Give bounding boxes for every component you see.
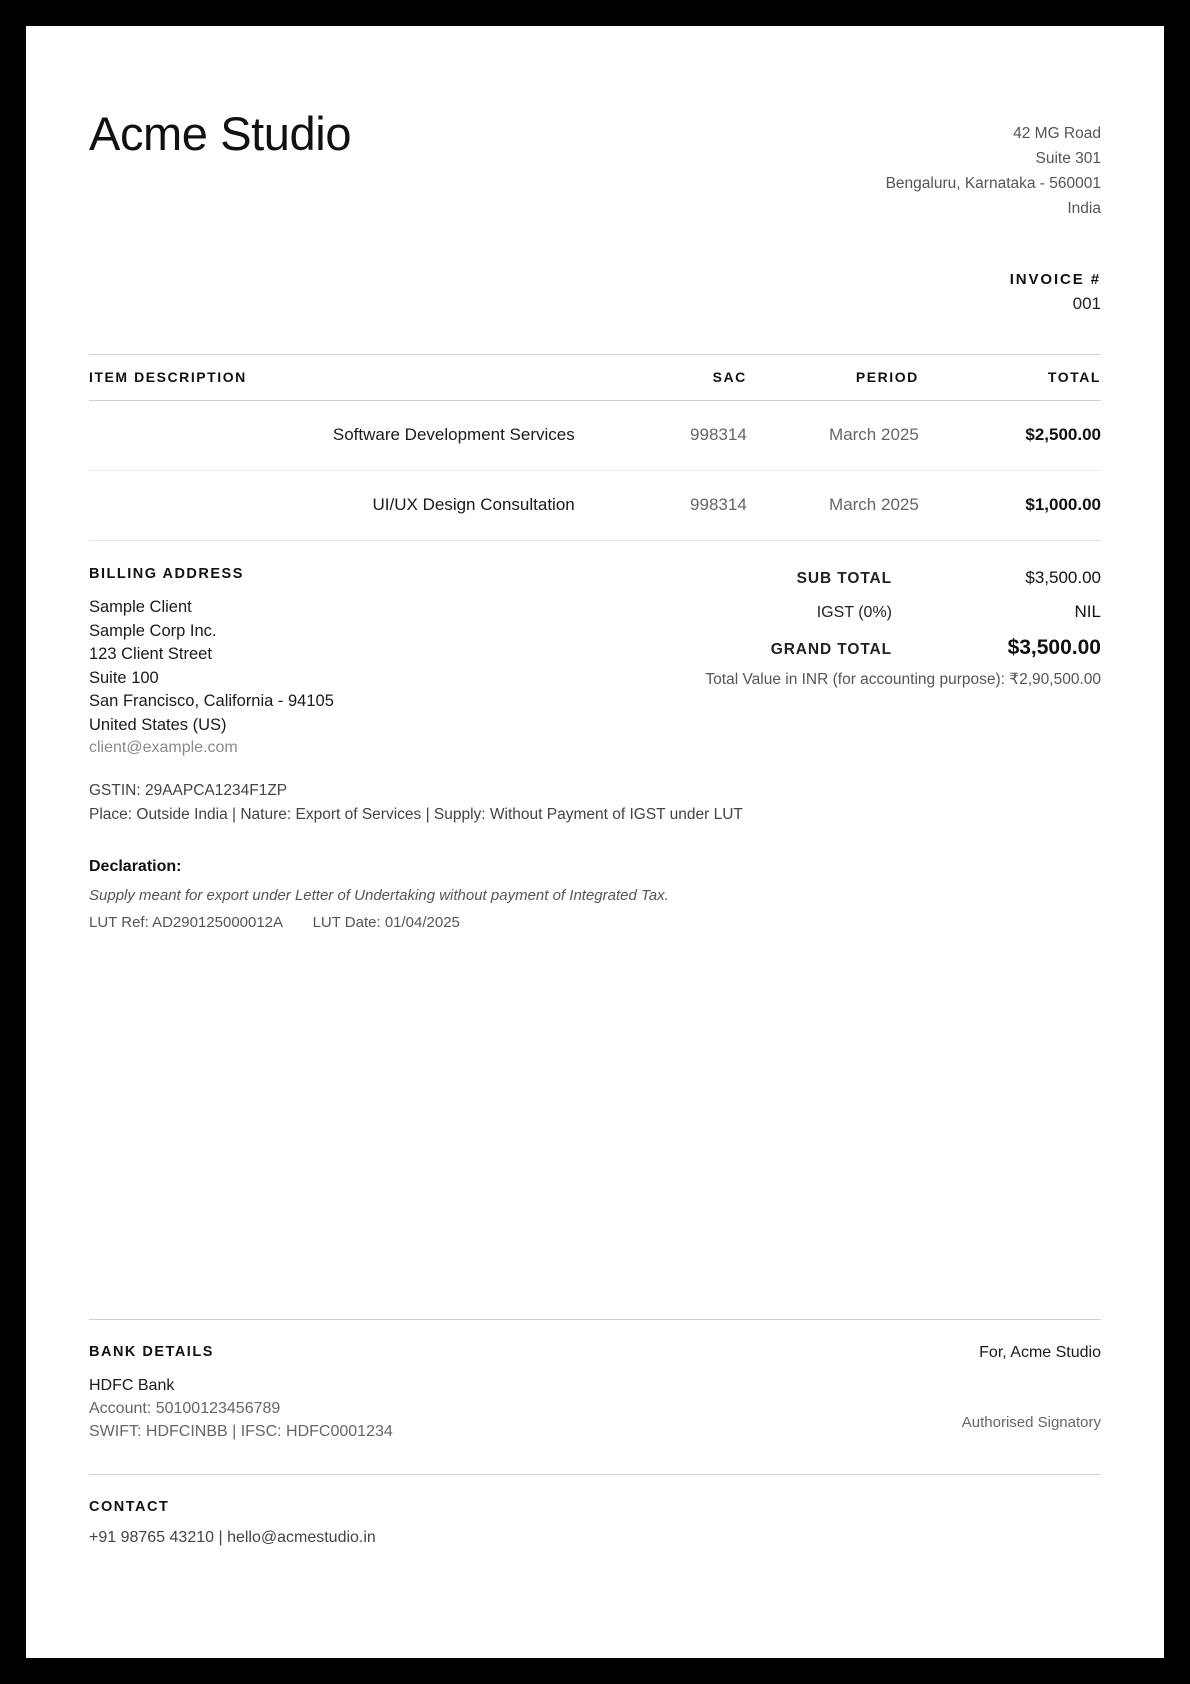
billing-address-title: BILLING ADDRESS: [89, 566, 244, 583]
inr-conversion-note: Total Value in INR (for accounting purpose): ₹2,90,500.00: [705, 671, 1101, 689]
table-row: [89, 401, 1101, 471]
contact-block: [89, 1474, 1101, 1547]
sub-total-value: $3,500.00: [1025, 568, 1101, 588]
place-nature-supply-line: Place: Outside India | Nature: Export of Services | Supply: Without Payment of IGST under LUT: [89, 806, 743, 824]
sub-total-label: SUB TOTAL: [796, 570, 892, 588]
invoice-number-value: 001: [1072, 294, 1101, 314]
bank-account: Account: 50100123456789: [89, 1400, 281, 1418]
billing-line: Suite 100: [89, 668, 159, 687]
invoice-number-label: INVOICE #: [1009, 271, 1101, 289]
billing-line: Sample Client: [89, 598, 192, 617]
signature-block: [962, 1344, 1101, 1444]
company-name: Acme Studio: [89, 107, 352, 160]
bank-details-lines: [89, 1374, 393, 1444]
column-header-total: TOTAL: [919, 355, 1101, 401]
signature-for-line: For, Acme Studio: [979, 1344, 1101, 1361]
billing-address-block: [89, 566, 519, 757]
item-description: Software Development Services: [89, 401, 575, 471]
bank-name: HDFC Bank: [89, 1377, 175, 1394]
billing-line: United States (US): [89, 715, 227, 734]
item-period: March 2025: [747, 401, 919, 471]
line-items-table: [89, 354, 1101, 541]
item-total: $1,000.00: [919, 471, 1101, 541]
invoice-header: [89, 73, 1101, 221]
company-address-line: India: [1067, 200, 1101, 218]
declaration-text: Supply meant for export under Letter of Undertaking without payment of Integrated Tax.: [89, 886, 669, 904]
totals-block: [631, 566, 1101, 757]
bank-swift-ifsc: SWIFT: HDFCINBB | IFSC: HDFC0001234: [89, 1423, 393, 1441]
gst-meta-block: [89, 779, 1101, 828]
invoice-footer: [89, 1319, 1101, 1547]
sub-total-row: [631, 568, 1101, 588]
company-address-line: Bengaluru, Karnataka - 560001: [885, 175, 1101, 193]
grand-total-row: [631, 636, 1101, 660]
column-header-sac: SAC: [575, 355, 747, 401]
gstin-line: GSTIN: 29AAPCA1234F1ZP: [89, 781, 288, 799]
bank-and-signature: [89, 1319, 1101, 1444]
authorised-signatory-label: Authorised Signatory: [961, 1414, 1101, 1431]
item-sac: 998314: [575, 471, 747, 541]
grand-total-value: $3,500.00: [1007, 636, 1101, 660]
contact-line: +91 98765 43210 | hello@acmestudio.in: [89, 1528, 376, 1546]
declaration-block: [89, 858, 1101, 931]
billing-address-lines: [89, 596, 519, 737]
column-header-description: ITEM DESCRIPTION: [89, 355, 575, 401]
invoice-page: [26, 26, 1164, 1658]
lut-date: LUT Date: 01/04/2025: [312, 913, 460, 931]
table-body: [89, 401, 1101, 541]
grand-total-label: GRAND TOTAL: [770, 641, 892, 659]
company-address-line: 42 MG Road: [1013, 125, 1101, 142]
declaration-title: Declaration:: [89, 857, 182, 875]
billing-and-totals: [89, 566, 1101, 757]
billing-line: 123 Client Street: [89, 645, 212, 664]
table-header-row: [89, 355, 1101, 401]
column-header-period: PERIOD: [747, 355, 919, 401]
table-header: [89, 355, 1101, 401]
billing-line: San Francisco, California - 94105: [89, 692, 334, 711]
contact-title: CONTACT: [89, 1498, 170, 1515]
lut-line: [89, 914, 1101, 931]
company-address: [886, 109, 1101, 221]
igst-row: [631, 602, 1101, 622]
bank-details-title: BANK DETAILS: [89, 1344, 214, 1360]
item-description: UI/UX Design Consultation: [89, 471, 575, 541]
item-sac: 998314: [575, 401, 747, 471]
igst-value: NIL: [1074, 602, 1101, 622]
lut-ref: LUT Ref: AD290125000012A: [89, 913, 283, 931]
company-address-line: Suite 301: [1035, 150, 1101, 168]
billing-email: client@example.com: [89, 738, 238, 756]
invoice-sheet: [89, 73, 1101, 1611]
invoice-meta: [89, 271, 1101, 314]
bank-details-block: [89, 1344, 393, 1444]
table-row: [89, 471, 1101, 541]
igst-label: IGST (0%): [816, 604, 892, 622]
item-total: $2,500.00: [919, 401, 1101, 471]
item-period: March 2025: [747, 471, 919, 541]
billing-line: Sample Corp Inc.: [89, 621, 217, 640]
